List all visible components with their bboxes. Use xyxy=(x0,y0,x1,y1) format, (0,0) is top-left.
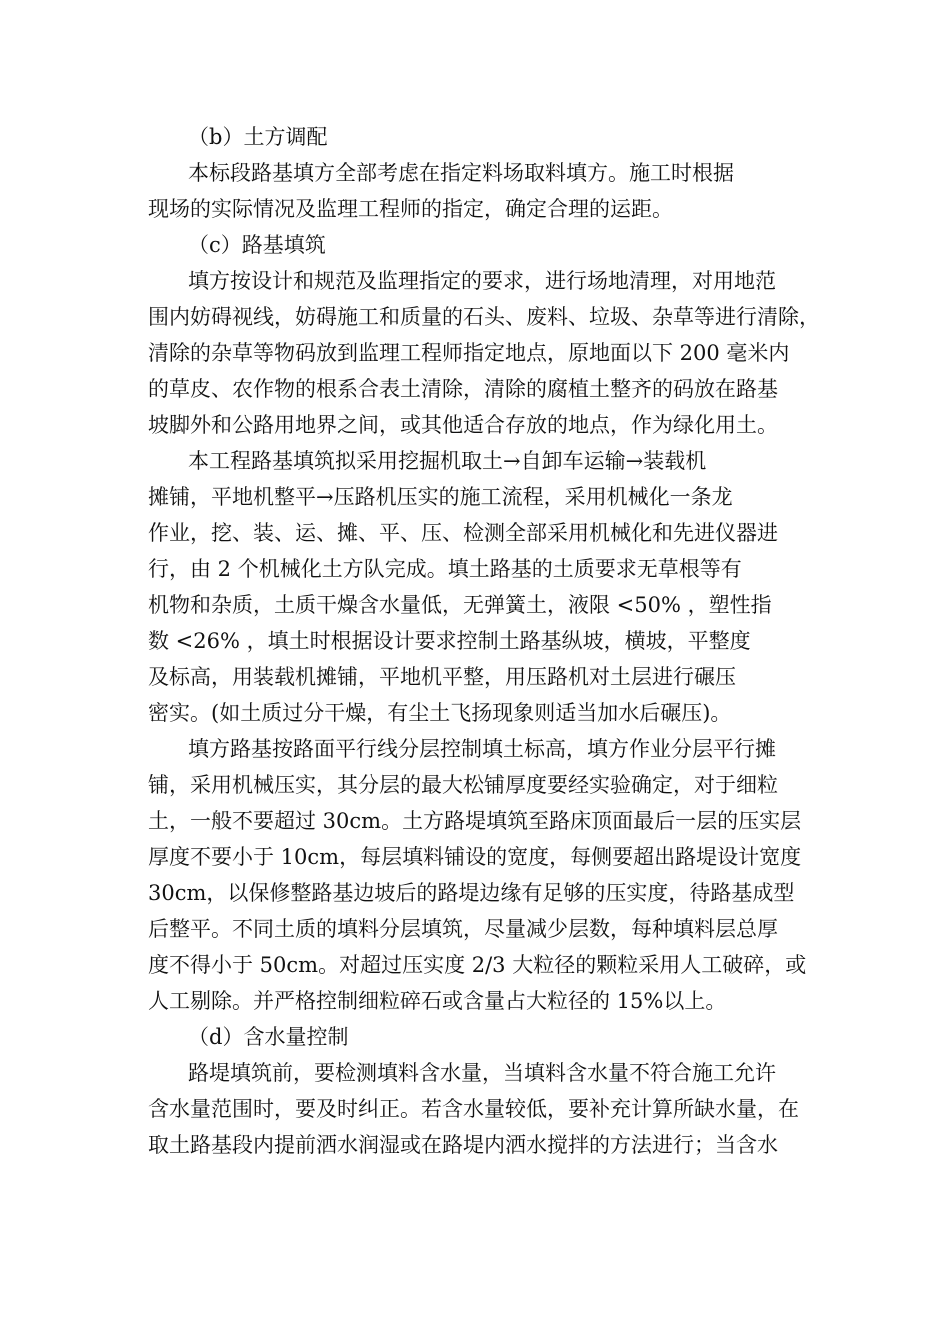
paragraph-line: 人工剔除。并严格控制细粒碎石或含量占大粒径的 15%以上。 xyxy=(148,989,727,1013)
paragraph-line: 本工程路基填筑拟采用挖掘机取土→自卸车运输→装载机 xyxy=(188,449,707,473)
paragraph-line: 填方按设计和规范及监理指定的要求，进行场地清理，对用地范 xyxy=(188,269,776,293)
paragraph-line: 坡脚外和公路用地界之间，或其他适合存放的地点，作为绿化用土。 xyxy=(148,413,778,437)
paragraph-line: 的草皮、农作物的根系合表土清除，清除的腐植土整齐的码放在路基 xyxy=(148,377,778,401)
paragraph-line: 铺，采用机械压实，其分层的最大松铺厚度要经实验确定，对于细粒 xyxy=(148,773,778,797)
paragraph-line: 度不得小于 50cm。对超过压实度 2/3 大粒径的颗粒采用人工破碎，或 xyxy=(148,953,807,977)
paragraph-line: 数 <26% ，填土时根据设计要求控制土路基纵坡，横坡，平整度 xyxy=(148,629,751,653)
heading-earthwork-allocation: （b）土方调配 xyxy=(188,125,328,149)
heading-subgrade-filling: （c）路基填筑 xyxy=(188,233,326,257)
paragraph-line: 含水量范围时，要及时纠正。若含水量较低，要补充计算所缺水量，在 xyxy=(148,1097,799,1121)
paragraph-line: 填方路基按路面平行线分层控制填土标高，填方作业分层平行摊 xyxy=(188,737,776,761)
paragraph-line: 土，一般不要超过 30cm。土方路堤填筑至路床顶面最后一层的压实层 xyxy=(148,809,802,833)
paragraph-line: 取土路基段内提前洒水润湿或在路堤内洒水搅拌的方法进行；当含水 xyxy=(148,1133,778,1157)
paragraph-line: 作业，挖、装、运、摊、平、压、检测全部采用机械化和先进仪器进 xyxy=(148,521,778,545)
paragraph-line: 摊铺，平地机整平→压路机压实的施工流程，采用机械化一条龙 xyxy=(148,485,733,509)
paragraph-line: 30cm，以保修整路基边坡后的路堤边缘有足够的压实度，待路基成型 xyxy=(148,881,795,905)
paragraph-line: 围内妨碍视线，妨碍施工和质量的石头、废料、垃圾、杂草等进行清除， xyxy=(148,305,820,329)
paragraph-line: 行，由 2 个机械化土方队完成。填土路基的土质要求无草根等有 xyxy=(148,557,742,581)
paragraph-line: 路堤填筑前，要检测填料含水量，当填料含水量不符合施工允许 xyxy=(188,1061,776,1085)
paragraph-line: 清除的杂草等物码放到监理工程师指定地点，原地面以下 200 毫米内 xyxy=(148,341,790,365)
paragraph-line: 密实。(如土质过分干燥，有尘土飞扬现象则适当加水后碾压)。 xyxy=(148,701,732,725)
heading-moisture-control: （d）含水量控制 xyxy=(188,1025,349,1049)
paragraph-line: 现场的实际情况及监理工程师的指定，确定合理的运距。 xyxy=(148,197,673,221)
paragraph-line: 后整平。不同土质的填料分层填筑，尽量减少层数，每种填料层总厚 xyxy=(148,917,778,941)
paragraph-line: 机物和杂质，土质干燥含水量低，无弹簧土，液限 <50% ，塑性指 xyxy=(148,593,772,617)
paragraph-line: 厚度不要小于 10cm，每层填料铺设的宽度，每侧要超出路堤设计宽度 xyxy=(148,845,802,869)
paragraph-line: 本标段路基填方全部考虑在指定料场取料填方。施工时根据 xyxy=(188,161,734,185)
paragraph-line: 及标高，用装载机摊铺，平地机平整，用压路机对土层进行碾压 xyxy=(148,665,736,689)
